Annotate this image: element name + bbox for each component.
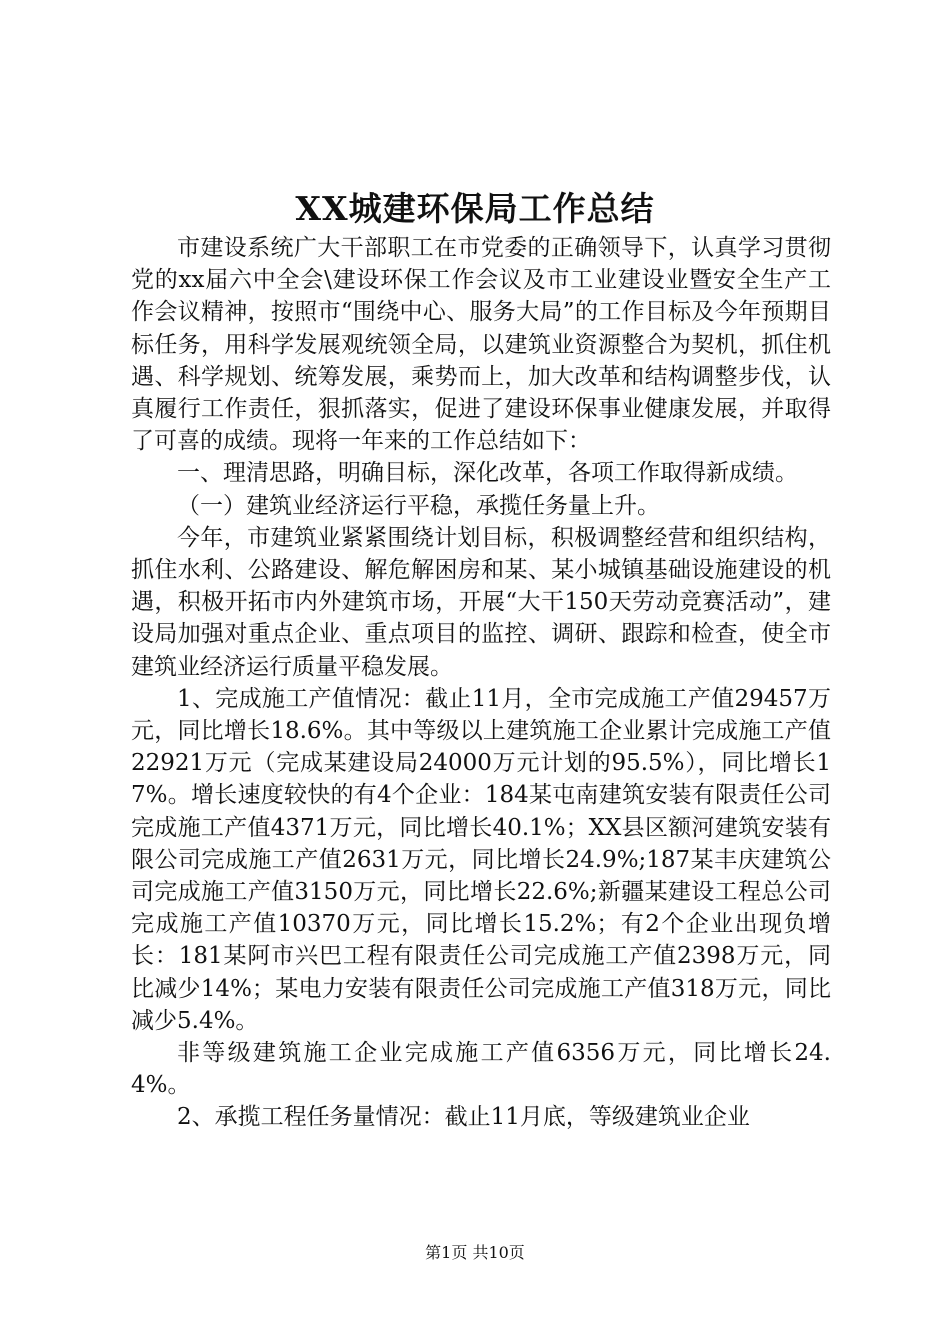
page-footer: 第1页 共10页: [425, 1243, 525, 1262]
paragraph-intro: 市建设系统广大干部职工在市党委的正确领导下，认真学习贯彻党的xx届六中全会\建设环保工作会议及市工业建设业暨安全生产工作会议精神，按照市“围绕中心、服务大局”的工作目标及今年预期目标任务，用科学发展观统领全局，以建筑业资源整合为契机，抓住机遇、科学规划、统筹发展，乘势而上，加大改革和结构调整步伐，认真履行工作责任，狠抓落实，促进了建设环保事业健康发展，并取得了可喜的成绩。现将一年来的工作总结如下：: [131, 235, 831, 455]
document-body: [131, 232, 831, 1134]
subsection-heading-1: （一）建筑业经济运行平稳，承揽任务量上升。: [177, 492, 660, 519]
paragraph-contracted-tasks: 2、承揽工程任务量情况：截止11月底，等级建筑业企业: [177, 1104, 750, 1131]
section-heading-1: 一、理清思路，明确目标，深化改革，各项工作取得新成绩。: [177, 460, 798, 487]
document-title: XX城建环保局工作总结: [295, 189, 655, 228]
paragraph-non-graded-output: 非等级建筑施工企业完成施工产值6356万元，同比增长24.4%。: [131, 1040, 831, 1099]
paragraph-construction-overview: 今年，市建筑业紧紧围绕计划目标，积极调整经营和组织结构，抓住水利、公路建设、解危解困房和某、某小城镇基础设施建设的机遇，积极开拓市内外建筑市场，开展“大干150天劳动竞赛活动”，建设局加强对重点企业、重点项目的监控、调研、跟踪和检查，使全市建筑业经济运行质量平稳发展。: [131, 524, 831, 680]
paragraph-output-value: 1、完成施工产值情况：截止11月，全市完成施工产值29457万元，同比增长18.6%。其中等级以上建筑施工企业累计完成施工产值22921万元（完成某建设局24000万元计划的95.5%），同比增长17%。增长速度较快的有4个企业：184某屯南建筑安装有限责任公司完成施工产值4371万元，同比增长40.1%；XX县区额河建筑安装有限公司完成施工产值2631万元，同比增长24.9%;187某丰庆建筑公司完成施工产值3150万元，同比增长22.6%;新疆某建设工程总公司完成施工产值10370万元，同比增长15.2%；有2个企业出现负增长：181某阿市兴巴工程有限责任公司完成施工产值2398万元，同比减少14%；某电力安装有限责任公司完成施工产值318万元，同比减少5.4%。: [131, 685, 831, 1034]
